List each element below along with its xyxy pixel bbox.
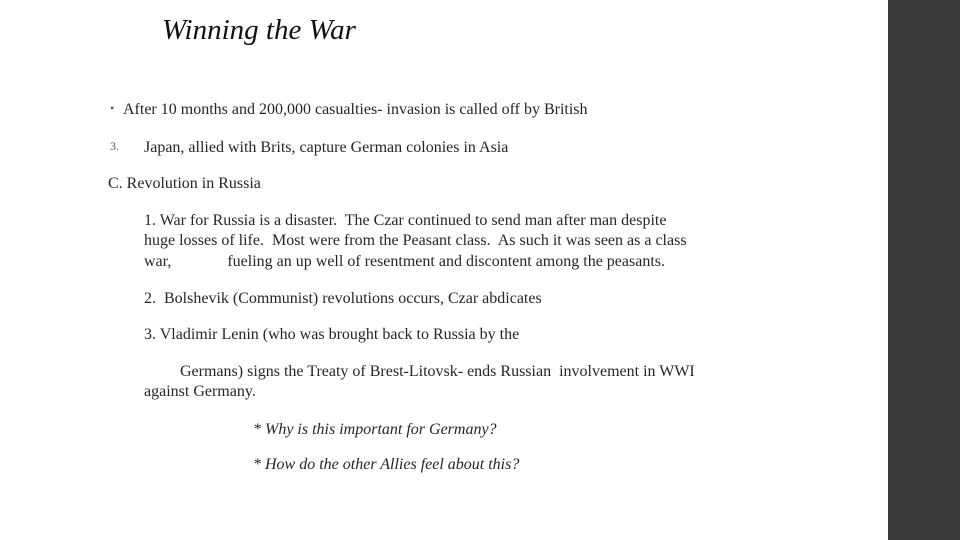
slide-title: Winning the War [162,14,356,46]
bullet-marker: • [110,101,115,115]
item3-marker: 3. [110,139,119,153]
point1-line3: war, fueling an up well of resentment and discontent among the peasants. [144,253,665,270]
item3-text: Japan, allied with Brits, capture German colonies in Asia [144,139,509,156]
question-1: * Why is this important for Germany? [253,421,497,438]
bullet-text: After 10 months and 200,000 casualties- invasion is called off by British [123,101,588,118]
point3-line2: Germans) signs the Treaty of Brest-Litovsk- ends Russian involvement in WWI [180,363,695,380]
point1-line1: 1. War for Russia is a disaster. The Czar continued to send man after man despite [144,212,667,229]
question-2: * How do the other Allies feel about this? [253,456,520,473]
right-sidebar-bar [888,0,960,540]
point3-line1: 3. Vladimir Lenin (who was brought back to Russia by the [144,326,520,343]
point3-line3: against Germany. [144,383,256,400]
section-heading: C. Revolution in Russia [108,175,261,192]
point2: 2. Bolshevik (Communist) revolutions occurs, Czar abdicates [144,290,542,307]
point1-line2: huge losses of life. Most were from the Peasant class. As such it was seen as a class [144,232,687,249]
